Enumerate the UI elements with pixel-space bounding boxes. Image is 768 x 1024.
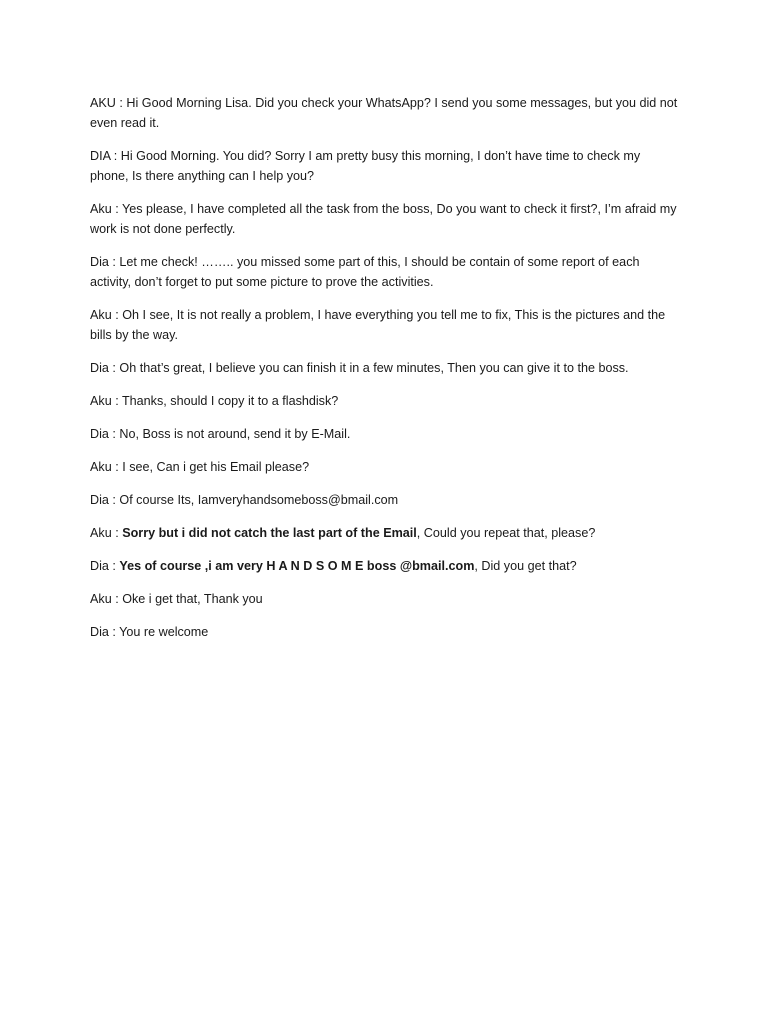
dialogue-line: [90, 622, 680, 642]
dialogue-line: [90, 490, 680, 510]
dialogue-line: [90, 93, 680, 133]
dialogue-line: [90, 589, 680, 609]
text-segment: Aku : Thanks, should I copy it to a flashdisk?: [90, 394, 339, 408]
dialogue-line: [90, 556, 680, 576]
text-segment: Dia :: [90, 559, 120, 573]
text-segment: Dia : Of course Its, Iamveryhandsomeboss@bmail.com: [90, 493, 399, 507]
text-segment: Aku : Oh I see, It is not really a problem, I have everything you tell me to fix, This is the pictures and the bills by the way.: [90, 308, 666, 342]
dialogue-line: [90, 358, 680, 378]
text-segment: Aku : I see, Can i get his Email please?: [90, 460, 310, 474]
text-segment: Aku : Oke i get that, Thank you: [90, 592, 263, 606]
dialogue-text: [90, 93, 680, 655]
dialogue-line: [90, 146, 680, 186]
text-segment: , Could you repeat that, please?: [416, 526, 596, 540]
bold-text-segment: Yes of course ,i am very H A N D S O M E boss @bmail.com: [119, 559, 475, 573]
dialogue-line: [90, 391, 680, 411]
text-segment: , Did you get that?: [474, 559, 577, 573]
text-segment: Dia : Oh that’s great, I believe you can finish it in a few minutes, Then you can give it to the boss.: [90, 361, 629, 375]
text-segment: Dia : You re welcome: [90, 625, 209, 639]
dialogue-line: [90, 305, 680, 345]
dialogue-line: [90, 199, 680, 239]
dialogue-line: [90, 457, 680, 477]
dialogue-line: [90, 523, 680, 543]
text-segment: Dia : Let me check! …….. you missed some part of this, I should be contain of some report of each activity, don’t forget to put some picture to prove the activities.: [90, 255, 640, 289]
text-segment: DIA : Hi Good Morning. You did? Sorry I am pretty busy this morning, I don’t have time to check my phone, Is there anything can I help you?: [90, 149, 641, 183]
dialogue-line: [90, 424, 680, 444]
text-segment: Aku : Yes please, I have completed all the task from the boss, Do you want to check it first?, I’m afraid my work is not done perfectly.: [90, 202, 677, 236]
text-segment: AKU : Hi Good Morning Lisa. Did you check your WhatsApp? I send you some messages, but you did not even read it.: [90, 96, 678, 130]
text-segment: Dia : No, Boss is not around, send it by E-Mail.: [90, 427, 351, 441]
dialogue-line: [90, 252, 680, 292]
bold-text-segment: Sorry but i did not catch the last part of the Email: [122, 526, 417, 540]
text-segment: Aku :: [90, 526, 123, 540]
